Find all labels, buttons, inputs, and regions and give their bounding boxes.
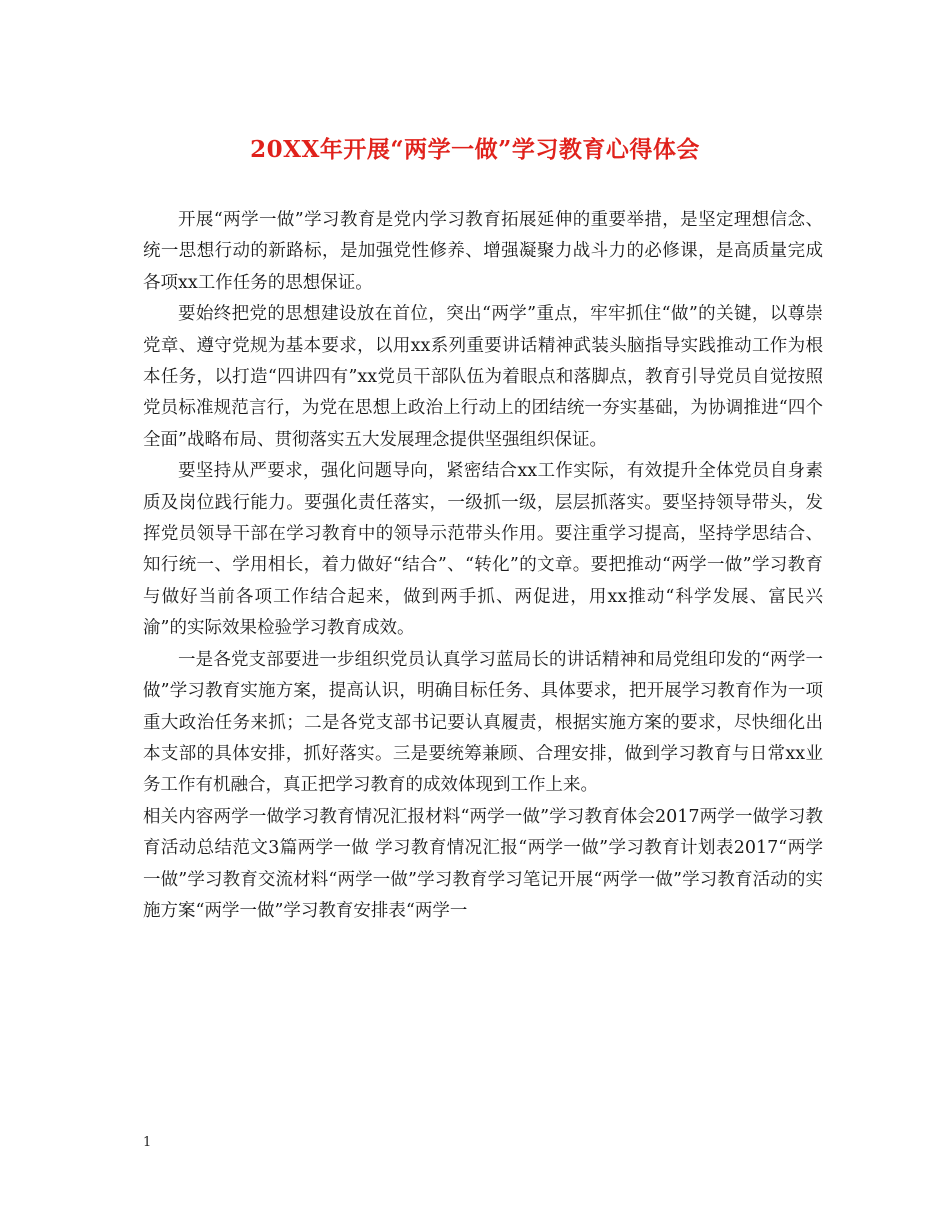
page-number: 1 [143,1135,152,1150]
paragraph: 开展“两学一做”学习教育是党内学习教育拓展延伸的重要举措，是坚定理想信念、统一思想行动的新路标，是加强党性修养、增强凝聚力战斗力的必修课，是高质量完成各项xx工作任务的思想保证。 [143,210,823,293]
related-content: 相关内容两学一做学习教育情况汇报材料“两学一做”学习教育体会2017两学一做学习教育活动总结范文3篇两学一做 学习教育情况汇报“两学一做”学习教育计划表2017“两学一做”学习教育交流材料“两学一做”学习教育学习笔记开展“两学一做”学习教育活动的实施方案“两学一做”学习教育安排表“两学一 [143,806,823,921]
document-body [143,205,823,927]
paragraph: 要坚持从严要求，强化问题导向，紧密结合xx工作实际，有效提升全体党员自身素质及岗位践行能力。要强化责任落实，一级抓一级，层层抓落实。要坚持领导带头，发挥党员领导干部在学习教育中的领导示范带头作用。要注重学习提高，坚持学思结合、知行统一、学用相长，着力做好“结合”、“转化”的文章。要把推动“两学一做”学习教育与做好当前各项工作结合起来，做到两手抓、两促进，用xx推动“科学发展、富民兴渝”的实际效果检验学习教育成效。 [143,461,823,639]
paragraph: 一是各党支部要进一步组织党员认真学习蓝局长的讲话精神和局党组印发的“两学一做”学习教育实施方案，提高认识，明确目标任务、具体要求，把开展学习教育作为一项重大政治任务来抓；二是各党支部书记要认真履责，根据实施方案的要求，尽快细化出本支部的具体安排，抓好落实。三是要统筹兼顾、合理安排，做到学习教育与日常xx业务工作有机融合，真正把学习教育的成效体现到工作上来。 [143,649,823,796]
document-title: 20XX年开展“两学一做”学习教育心得体会 [250,136,700,163]
paragraph: 要始终把党的思想建设放在首位，突出“两学”重点，牢牢抓住“做”的关键，以尊崇党章、遵守党规为基本要求，以用xx系列重要讲话精神武装头脑指导实践推动工作为根本任务，以打造“四讲四有”xx党员干部队伍为着眼点和落脚点，教育引导党员自觉按照党员标准规范言行，为党在思想上政治上行动上的团结统一夯实基础，为协调推进“四个全面”战略布局、贯彻落实五大发展理念提供坚强组织保证。 [143,304,823,450]
